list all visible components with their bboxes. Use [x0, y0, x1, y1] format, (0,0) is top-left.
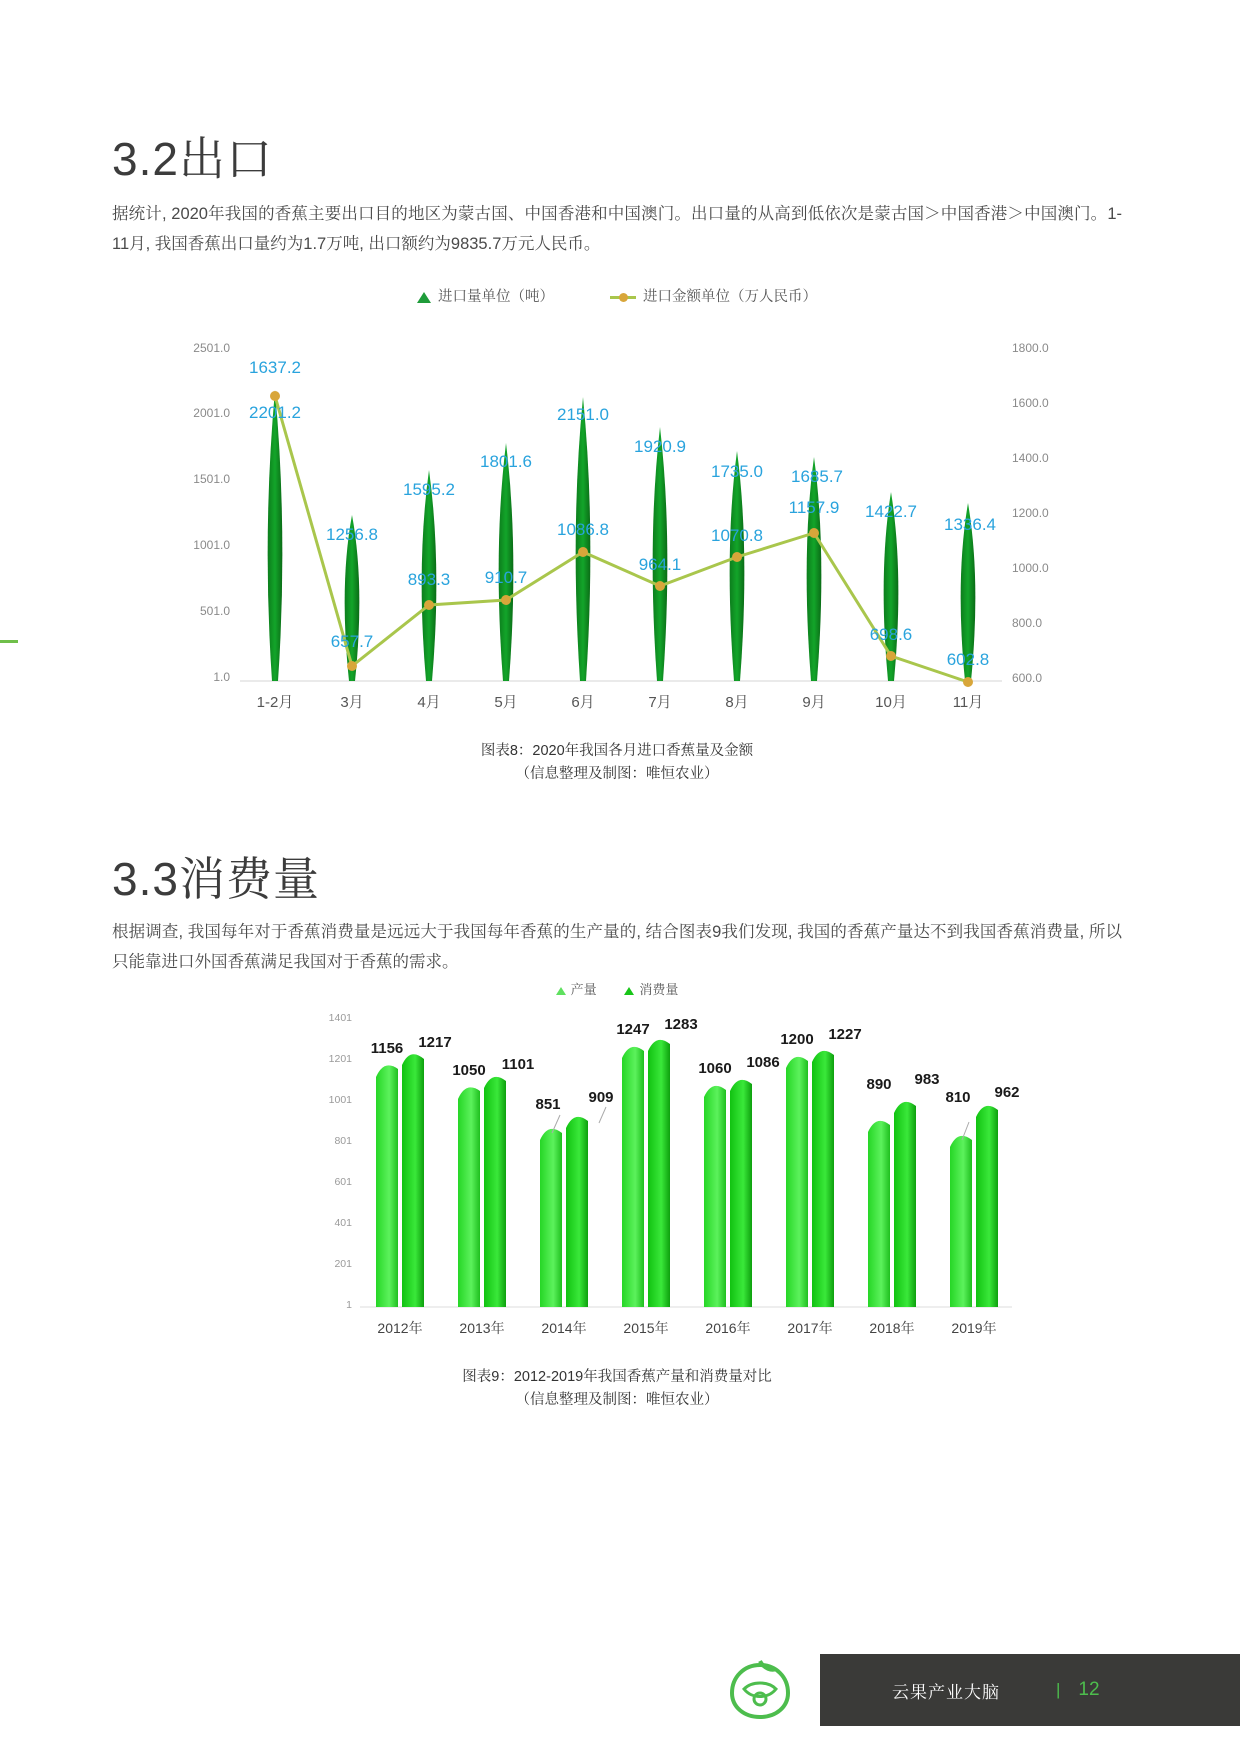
svg-text:1201: 1201	[328, 1053, 352, 1065]
svg-text:11月: 11月	[952, 694, 984, 711]
chart1-legend-label-amount: 进口金额单位（万人民币）	[643, 289, 818, 305]
svg-text:1422.7: 1422.7	[865, 502, 917, 521]
svg-text:7月: 7月	[648, 694, 672, 711]
svg-text:1157.9: 1157.9	[788, 498, 840, 517]
triangle-marker-icon	[556, 987, 566, 995]
svg-text:201: 201	[334, 1258, 352, 1270]
svg-text:1: 1	[346, 1299, 352, 1311]
svg-text:2019年: 2019年	[951, 1320, 997, 1336]
chart1-bar-labels	[249, 403, 996, 544]
svg-text:800.0: 800.0	[1012, 616, 1043, 630]
section-title-export: 3.2出口	[112, 132, 273, 185]
chart1-x-labels	[257, 694, 984, 711]
footer-separator: |	[1056, 1680, 1061, 1699]
svg-text:1800.0: 1800.0	[1012, 341, 1049, 355]
svg-text:501.0: 501.0	[199, 604, 230, 618]
svg-text:1227: 1227	[828, 1026, 862, 1043]
section-title-consumption: 3.3消费量	[112, 852, 320, 905]
line-marker-icon	[610, 296, 636, 299]
chart2-legend-label-production: 产量	[570, 982, 597, 997]
svg-text:1060: 1060	[698, 1060, 732, 1077]
svg-text:890: 890	[866, 1076, 892, 1093]
footer-page-number: 12	[1078, 1679, 1100, 1700]
chart2-legend-label-consumption: 消费量	[639, 982, 679, 997]
svg-text:1401: 1401	[328, 1012, 352, 1024]
svg-text:1070.8: 1070.8	[711, 526, 763, 545]
svg-text:893.3: 893.3	[407, 570, 451, 589]
chart1-caption-line2: （信息整理及制图：唯恒农业）	[515, 766, 719, 782]
chart2-legend	[112, 979, 1122, 998]
chart1-svg	[112, 335, 1122, 755]
svg-text:1.0: 1.0	[213, 670, 230, 684]
svg-text:600.0: 600.0	[1012, 671, 1043, 685]
svg-text:1801.6: 1801.6	[480, 452, 532, 471]
chart1-legend	[112, 285, 1122, 306]
svg-text:1637.2: 1637.2	[249, 358, 301, 377]
svg-text:2015年: 2015年	[623, 1320, 669, 1336]
chart-production-consumption	[112, 975, 1122, 1365]
svg-text:1501.0: 1501.0	[193, 472, 230, 486]
svg-text:964.1: 964.1	[638, 555, 682, 574]
svg-text:1001.0: 1001.0	[193, 538, 230, 552]
svg-text:1600.0: 1600.0	[1012, 396, 1049, 410]
section-paragraph-consumption: 根据调查, 我国每年对于香蕉消费量是远远大于我国每年香蕉的生产量的, 结合图表9我们发现, 我国的香蕉产量达不到我国香蕉消费量, 所以只能靠进口外国香蕉满足我国对于香蕉的需求。	[112, 922, 1122, 971]
svg-text:1200.0: 1200.0	[1012, 506, 1049, 520]
svg-text:909: 909	[588, 1089, 614, 1106]
svg-text:1217: 1217	[418, 1034, 452, 1051]
chart2-caption-line1: 图表9：2012-2019年我国香蕉产量和消费量对比	[462, 1369, 772, 1385]
svg-text:1086: 1086	[746, 1054, 780, 1071]
svg-text:2013年: 2013年	[459, 1320, 505, 1336]
svg-text:602.8: 602.8	[946, 650, 990, 669]
chart2-legend-item-consumption	[624, 979, 678, 998]
chart2-svg	[112, 1007, 1122, 1357]
chart1-plot-area	[112, 335, 1122, 735]
chart1-legend-label-volume: 进口量单位（吨）	[437, 289, 554, 305]
svg-text:2201.2: 2201.2	[249, 403, 301, 422]
svg-text:1400.0: 1400.0	[1012, 451, 1049, 465]
footer-brand-label: 云果产业大脑	[892, 1682, 1000, 1702]
svg-text:1200: 1200	[780, 1031, 814, 1048]
brand-logo-icon	[700, 1654, 820, 1726]
svg-text:8月: 8月	[725, 694, 749, 711]
svg-text:1247: 1247	[616, 1021, 650, 1038]
svg-text:2501.0: 2501.0	[193, 341, 230, 355]
svg-text:2012年: 2012年	[377, 1320, 423, 1336]
svg-text:3月: 3月	[340, 694, 364, 711]
chart2-caption	[112, 1366, 1122, 1412]
chart1-legend-item-amount	[610, 285, 817, 306]
svg-text:801: 801	[334, 1135, 352, 1147]
svg-text:983: 983	[914, 1071, 940, 1088]
chart2-x-labels	[377, 1320, 996, 1336]
svg-text:1336.4: 1336.4	[944, 515, 996, 534]
svg-text:2014年: 2014年	[541, 1320, 587, 1336]
svg-text:698.6: 698.6	[869, 625, 913, 644]
svg-text:2151.0: 2151.0	[557, 405, 609, 424]
svg-text:9月: 9月	[802, 694, 826, 711]
page-footer	[0, 1654, 1240, 1754]
chart-import-volume-amount	[112, 275, 1122, 765]
page-left-tick-mark	[0, 640, 18, 643]
chart1-legend-item-volume	[417, 285, 554, 306]
chart2-caption-line2: （信息整理及制图：唯恒农业）	[515, 1392, 719, 1408]
svg-text:910.7: 910.7	[484, 568, 528, 587]
svg-text:657.7: 657.7	[330, 632, 374, 651]
svg-text:1735.0: 1735.0	[711, 462, 763, 481]
svg-text:6月: 6月	[571, 694, 595, 711]
chart1-caption	[112, 740, 1122, 786]
svg-text:1685.7: 1685.7	[791, 467, 843, 486]
section-paragraph-export: 据统计, 2020年我国的香蕉主要出口目的地区为蒙古国、中国香港和中国澳门。出口量的从高到低依次是蒙古国＞中国香港＞中国澳门。1-11月, 我国香蕉出口量约为1.7万吨, 出口额约为9835.7万元人民币。	[112, 204, 1122, 253]
svg-text:851: 851	[535, 1096, 561, 1113]
svg-text:962: 962	[994, 1084, 1020, 1101]
svg-text:10月: 10月	[875, 694, 907, 711]
triangle-marker-icon	[624, 987, 634, 995]
svg-text:1000.0: 1000.0	[1012, 561, 1049, 575]
svg-text:401: 401	[334, 1217, 352, 1229]
svg-text:2016年: 2016年	[705, 1320, 751, 1336]
chart2-legend-item-production	[556, 979, 597, 998]
svg-text:2001.0: 2001.0	[193, 406, 230, 420]
chart1-caption-line1: 图表8：2020年我国各月进口香蕉量及金额	[480, 743, 754, 759]
svg-text:1-2月: 1-2月	[256, 694, 294, 711]
svg-text:1101: 1101	[501, 1056, 535, 1073]
footer-bar	[820, 1654, 1240, 1726]
svg-text:1595.2: 1595.2	[403, 480, 455, 499]
svg-text:1156: 1156	[370, 1040, 404, 1057]
chart1-line-series	[275, 396, 968, 682]
svg-text:1050: 1050	[452, 1062, 486, 1079]
svg-text:1920.9: 1920.9	[634, 437, 686, 456]
svg-text:4月: 4月	[417, 694, 441, 711]
svg-text:1001: 1001	[328, 1094, 352, 1106]
svg-text:5月: 5月	[494, 694, 518, 711]
triangle-marker-icon	[417, 292, 431, 303]
svg-text:810: 810	[945, 1089, 971, 1106]
svg-text:2017年: 2017年	[787, 1320, 833, 1336]
svg-text:601: 601	[334, 1176, 352, 1188]
svg-text:1256.8: 1256.8	[326, 525, 378, 544]
svg-text:2018年: 2018年	[869, 1320, 915, 1336]
svg-text:1283: 1283	[664, 1016, 698, 1033]
svg-text:1086.8: 1086.8	[557, 520, 609, 539]
